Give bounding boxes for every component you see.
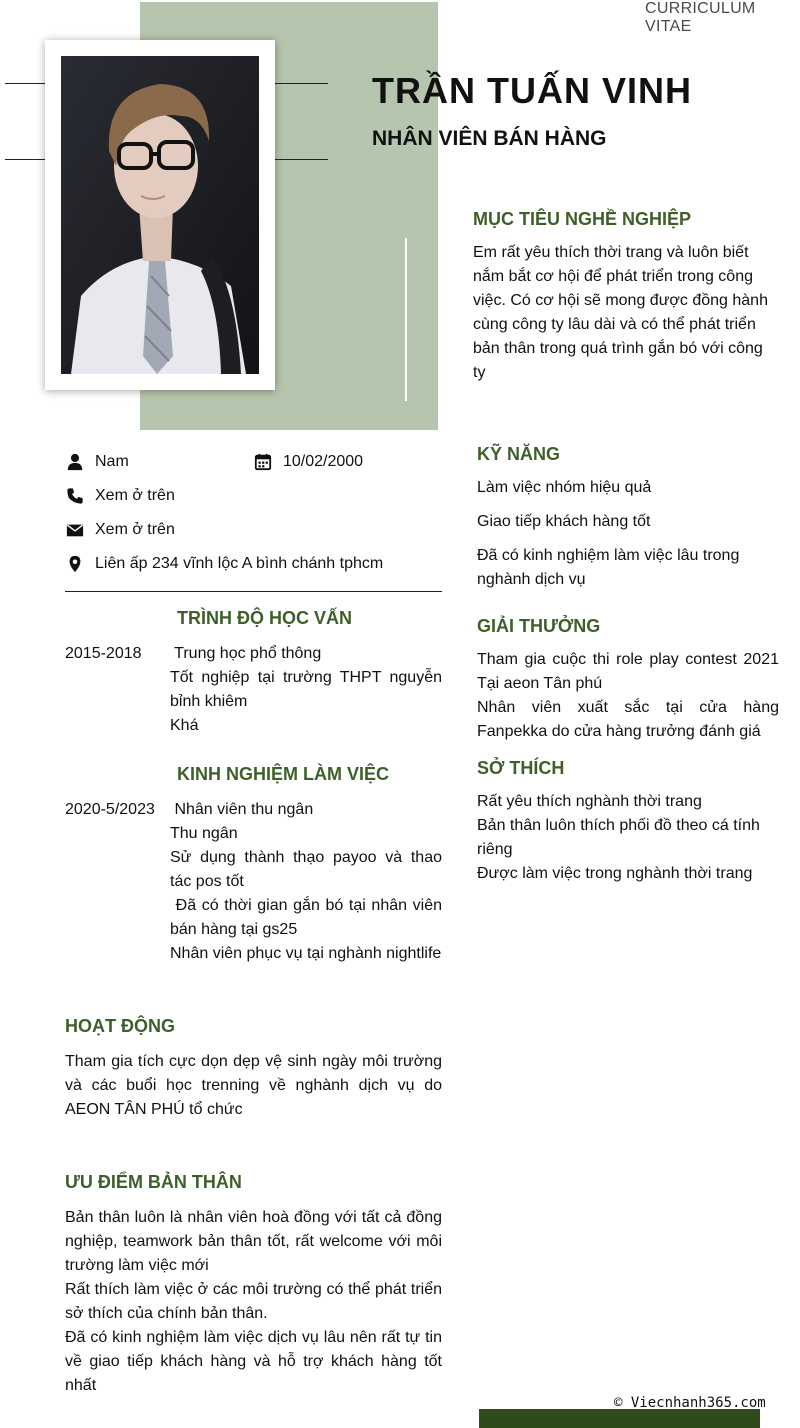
job-title: NHÂN VIÊN BÁN HÀNG [372, 127, 607, 150]
activities-text: Tham gia tích cực dọn dẹp vệ sinh ngày môi trường và các buổi học trenning về nghành dịch vụ do AEON TÂN PHÚ tổ chức [65, 1053, 451, 1118]
education-detail: Tốt nghiệp tại trường THPT nguyễn bỉnh khiêm [170, 669, 442, 710]
objective-line: cùng công ty lâu dài và có thể phát triển [473, 316, 756, 333]
info-divider [65, 591, 442, 592]
skills-title: KỸ NĂNG [477, 444, 561, 464]
candidate-name: TRẦN TUẤN VINH [372, 70, 692, 111]
experience-line: Thu ngân [170, 825, 238, 842]
hobbies-list [477, 790, 782, 886]
profile-photo-frame [45, 40, 275, 390]
hobby-item: Được làm việc trong nghành thời trang [477, 865, 753, 882]
hobby-item: Rất yêu thích nghành thời trang [477, 793, 702, 810]
address-value: Liên ấp 234 vĩnh lộc A bình chánh tphcm [95, 555, 384, 572]
education-school: Trung học phổ thông [170, 645, 322, 662]
birthday-row [253, 450, 363, 474]
gender-row [65, 450, 129, 474]
strength-item: Đã có kinh nghiệm làm việc dịch vụ lâu nên rất tự tin về giao tiếp khách hàng và hỗ trợ khách hàng tốt nhất [65, 1329, 442, 1394]
experience-period: 2020-5/2023 [65, 801, 155, 818]
education-period: 2015-2018 [65, 645, 142, 662]
experience-line: Nhân viên phục vụ tại nghành nightlife [170, 945, 442, 962]
education-title: TRÌNH ĐỘ HỌC VẤN [177, 608, 352, 628]
education-grade: Khá [170, 717, 199, 734]
experience-details [170, 822, 447, 966]
skill-item: Làm việc nhóm hiệu quả [477, 479, 652, 496]
objective-line: ty [473, 364, 486, 381]
location-pin-icon [65, 554, 85, 574]
experience-line: Đã có thời gian gắn bó tại nhân viên bán hàng tại gs25 [170, 897, 447, 938]
copyright-text: © Viecnhanh365.com [614, 1395, 766, 1411]
activities-title: HOẠT ĐỘNG [65, 1016, 175, 1036]
email-value: Xem ở trên [95, 521, 175, 538]
decorative-vertical-line [405, 238, 407, 401]
skill-item: Giao tiếp khách hàng tốt [477, 513, 651, 530]
objective-text [473, 241, 793, 385]
awards-list [477, 648, 779, 744]
profile-photo [61, 56, 259, 374]
email-row [65, 518, 175, 542]
award-item: Nhân viên xuất sắc tại cửa hàng Fanpekka do cửa hàng trưởng đánh giá [477, 699, 779, 740]
phone-value: Xem ở trên [95, 487, 175, 504]
skill-item: Đã có kinh nghiệm làm việc lâu trong nghành dịch vụ [477, 547, 740, 588]
gender-value: Nam [95, 453, 129, 470]
hobby-item: Bản thân luôn thích phối đồ theo cá tính riêng [477, 817, 760, 858]
strengths-text [65, 1206, 442, 1398]
portrait-illustration [61, 56, 259, 374]
experience-role: Nhân viên thu ngân [170, 801, 314, 818]
objective-title: MỤC TIÊU NGHỀ NGHIỆP [473, 209, 692, 229]
person-icon [65, 452, 85, 472]
mail-icon [65, 520, 85, 540]
strength-item: Rất thích làm việc ở các môi trường có thể phát triển sở thích của chính bản thân. [65, 1281, 442, 1322]
experience-title: KINH NGHIỆM LÀM VIỆC [177, 764, 390, 784]
objective-line: việc. Có cơ hội sẽ mong được đồng hành [473, 292, 768, 309]
birthday-value: 10/02/2000 [283, 453, 364, 470]
objective-line: nắm bắt cơ hội để phát triển trong công [473, 268, 753, 285]
objective-line: Em rất yêu thích thời trang và luôn biết [473, 244, 749, 261]
hobbies-title: SỞ THÍCH [477, 758, 565, 778]
cv-label: CURRICULUM VITAE [645, 0, 756, 35]
awards-title: GIẢI THƯỞNG [477, 616, 601, 636]
strengths-title: ƯU ĐIỂM BẢN THÂN [65, 1172, 242, 1192]
phone-icon [65, 486, 85, 506]
calendar-icon [253, 452, 273, 472]
footer-bar [479, 1409, 760, 1428]
phone-row [65, 484, 175, 508]
address-row [65, 552, 383, 576]
strength-item: Bản thân luôn là nhân viên hoà đồng với tất cả đồng nghiệp, teamwork bản thân tốt, rất welcome với môi trường làm việc mới [65, 1209, 442, 1274]
objective-line: bản thân trong quá trình gắn bó với công [473, 340, 763, 357]
experience-line: Sử dụng thành thạo payoo và thao tác pos tốt [170, 849, 442, 890]
award-item: Tham gia cuộc thi role play contest 2021 Tại aeon Tân phú [477, 651, 779, 692]
